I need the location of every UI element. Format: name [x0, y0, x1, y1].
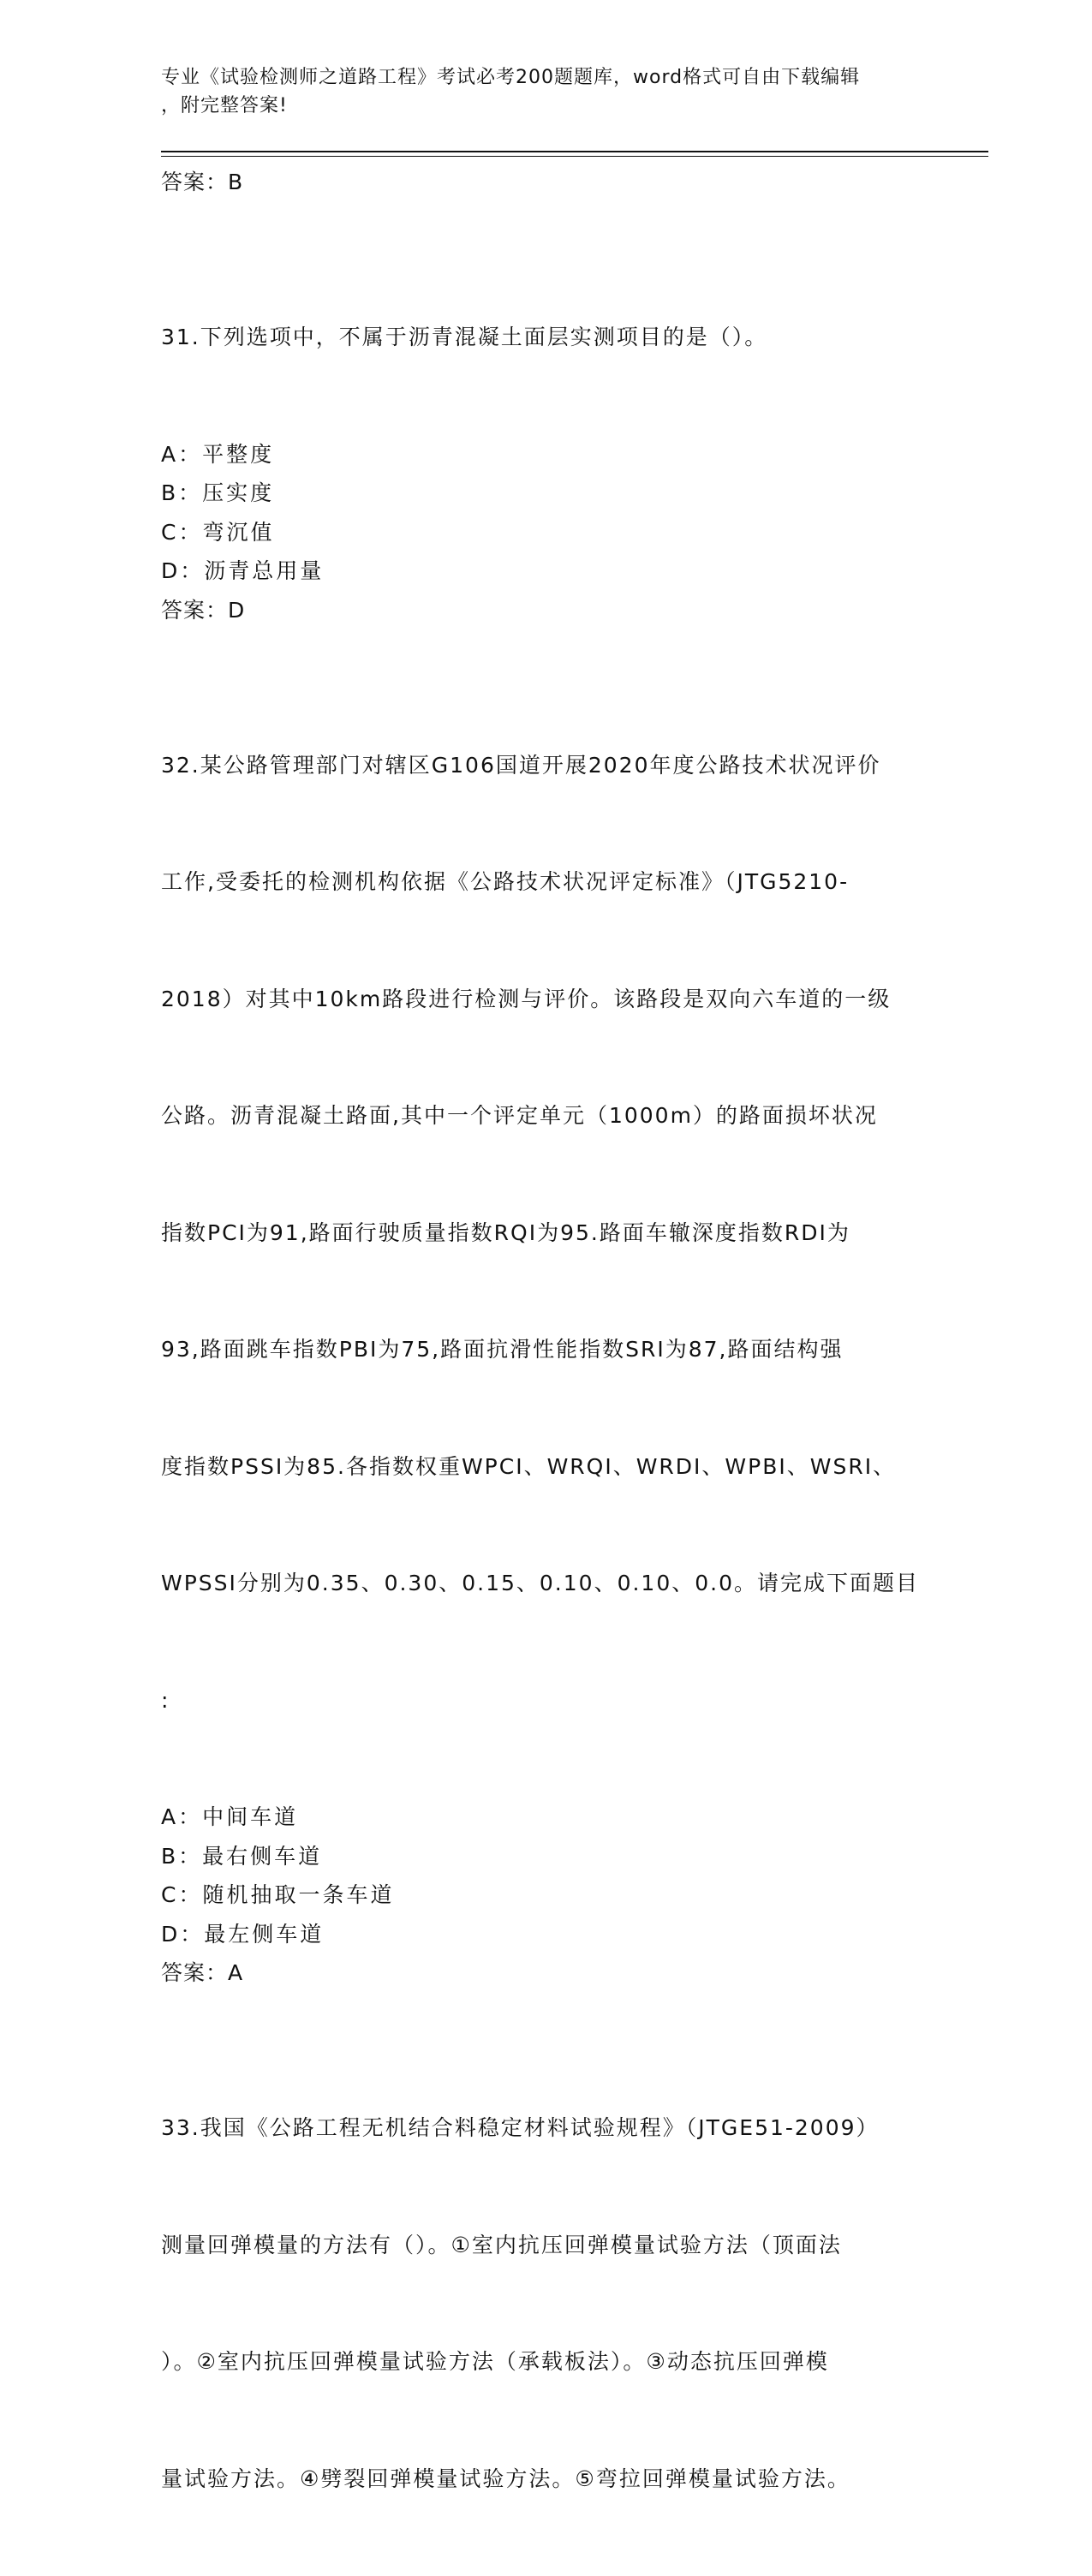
question-32 — [161, 668, 932, 1798]
question-line: 工作,受委托的检测机构依据《公路技术状况评定标准》（JTG5210- — [161, 869, 850, 894]
question-line: 93,路面跳车指数PBI为75,路面抗滑性能指数SRI为87,路面结构强 — [161, 1337, 844, 1362]
answer-label: 答案：B — [161, 170, 244, 194]
answer-label: 答案：D — [161, 597, 246, 623]
question-line: 指数PCI为91,路面行驶质量指数RQI为95.路面车辙深度指数RDI为 — [161, 1219, 850, 1245]
block-spacer — [161, 201, 932, 240]
question-line: : — [161, 1687, 170, 1713]
option-a: A：中间车道 — [161, 1804, 299, 1829]
option-c: C：弯沉值 — [161, 519, 275, 545]
document-body — [161, 163, 932, 2576]
answer-label: 答案：A — [161, 1960, 244, 1985]
option-d: D：沥青总用量 — [161, 558, 325, 583]
question-33 — [161, 2030, 932, 2576]
block-spacer — [161, 1992, 932, 2030]
question-line: 度指数PSSI为85.各指数权重WPCI、WRQI、WRDI、WPBI、WSRI、 — [161, 1453, 897, 1479]
question-line: 测量回弹模量的方法有（）。①室内抗压回弹模量试验方法（顶面法 — [161, 2232, 842, 2257]
header-line-2: ，附完整答案! — [161, 95, 288, 116]
header-divider-thin — [161, 156, 988, 157]
option-c: C：随机抽取一条车道 — [161, 1882, 395, 1907]
question-line: 2018）对其中10km路段进行检测与评价。该路段是双向六车道的一级 — [161, 986, 892, 1011]
question-line: 31.下列选项中，不属于沥青混凝土面层实测项目的是（）。 — [161, 325, 768, 349]
document-header — [161, 63, 915, 120]
header-line-1: 专业《试验检测师之道路工程》考试必考200题题库，word格式可自由下载编辑 — [161, 67, 861, 88]
question-line: 公路。沥青混凝土路面,其中一个评定单元（1000m）的路面损坏状况 — [161, 1103, 878, 1128]
question-31 — [161, 240, 932, 435]
question-line: 量试验方法。④劈裂回弹模量试验方法。⑤弯拉回弹模量试验方法。 — [161, 2466, 850, 2491]
option-d: D：最左侧车道 — [161, 1921, 325, 1947]
header-divider-thick — [161, 151, 988, 152]
question-line: 32.某公路管理部门对辖区G106国道开展2020年度公路技术状况评价 — [161, 752, 881, 778]
question-line: WPSSI分别为0.35、0.30、0.15、0.10、0.10、0.0。请完成下面题目 — [161, 1571, 919, 1595]
option-b: B：压实度 — [161, 480, 275, 505]
question-line: 33.我国《公路工程无机结合料稳定材料试验规程》（JTGE51-2009） — [161, 2115, 880, 2140]
question-line: ）。②室内抗压回弹模量试验方法（承载板法）。③动态抗压回弹模 — [161, 2349, 829, 2374]
option-a: A：平整度 — [161, 441, 275, 467]
block-spacer — [161, 629, 932, 668]
option-b: B：最右侧车道 — [161, 1843, 323, 1869]
